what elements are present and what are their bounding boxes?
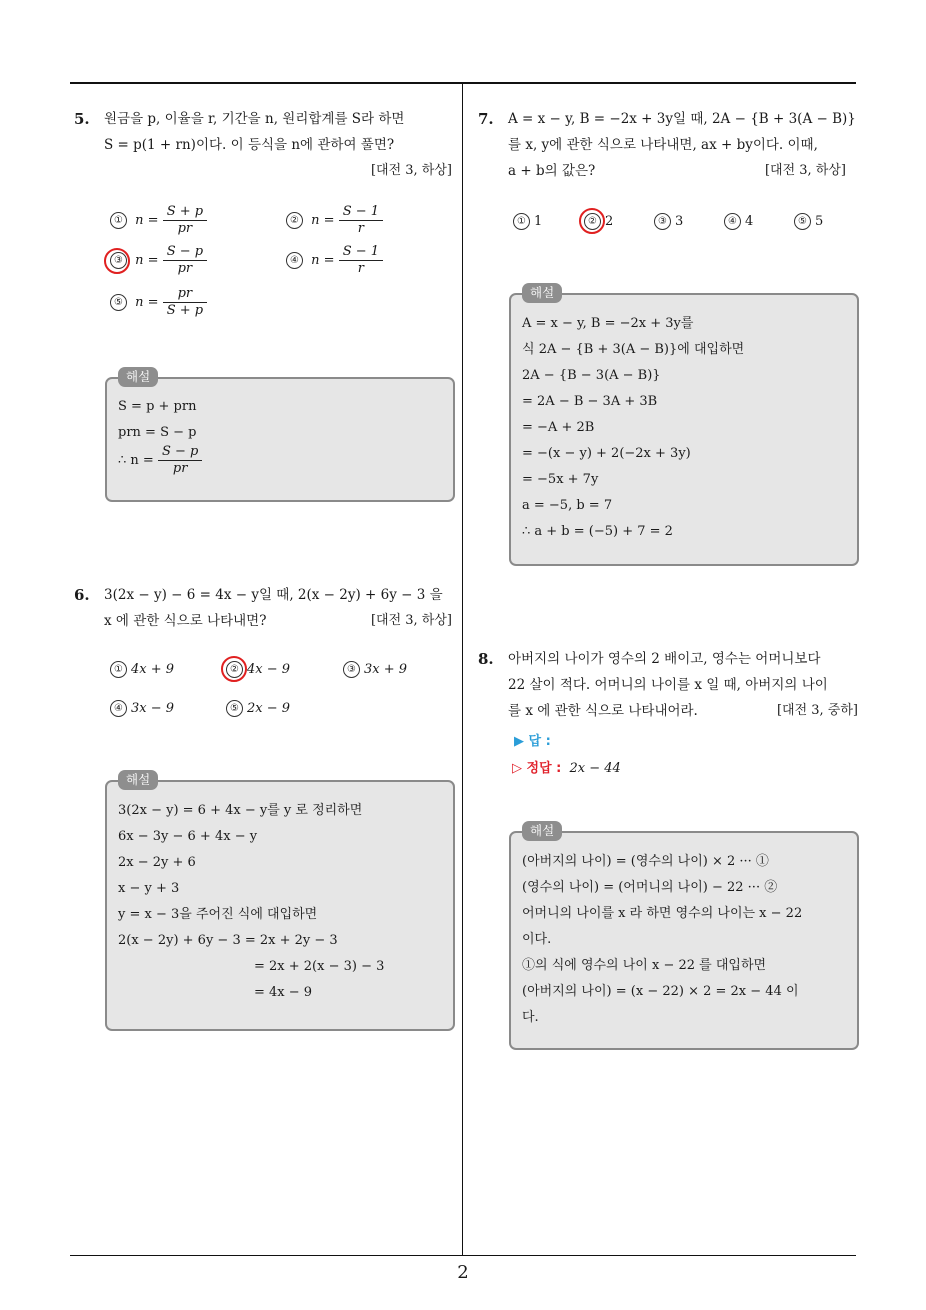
option-number-icon: ③ — [343, 661, 360, 678]
q5-text-line2: S = p(1 + rn)이다. 이 등식을 n에 관하여 풀면? — [104, 137, 395, 153]
q5-option-4[interactable] — [286, 244, 383, 277]
q8-sol-line: 이다. — [522, 932, 552, 947]
option-number-icon: ③ — [110, 252, 127, 269]
q6-solution-tag: 해설 — [118, 770, 158, 790]
q5-opt4-fraction: $\frac{S - 1}{r}$ — [339, 244, 383, 277]
q6-sol-line: = 2x + 2(x − 3) − 3 — [254, 959, 385, 974]
q6-sol-line: 6x − 3y − 6 + 4x − y — [118, 829, 258, 844]
q5-opt4-lhs: n = — [311, 253, 335, 268]
option-number-icon: ② — [286, 212, 303, 229]
option-number-icon: ④ — [724, 213, 741, 230]
q5-option-2[interactable] — [286, 204, 383, 237]
q5-opt5-lhs: n = — [135, 295, 159, 310]
correct-answer-label: ▷ 정답 : — [512, 761, 562, 776]
q6-sol-line: 2x − 2y + 6 — [118, 855, 196, 870]
q7-option-4[interactable]: ④ 4 — [724, 212, 753, 232]
q7-sol-line: 식 2A − {B + 3(A − B)}에 대입하면 — [522, 342, 745, 357]
q8-solution-tag: 해설 — [522, 821, 562, 841]
q8-sol-line: (아버지의 나이) = (x − 22) × 2 = 2x − 44 이 — [522, 984, 799, 999]
q7-sol-line: 2A − {B − 3(A − B)} — [522, 368, 661, 383]
q7-option-3[interactable]: ③ 3 — [654, 212, 683, 232]
q5-text-line1: 원금을 p, 이율을 r, 기간을 n, 원리합계를 S라 하면 — [104, 111, 405, 127]
q8-sol-line: ①의 식에 영수의 나이 x − 22 를 대입하면 — [522, 958, 767, 973]
q5-number: 5. — [74, 110, 90, 128]
q6-source: [대전 3, 하상] — [370, 613, 452, 628]
q5-opt3-lhs: n = — [135, 253, 159, 268]
q7-source: [대전 3, 하상] — [764, 163, 846, 178]
q6-option-3[interactable]: ③ 3x + 9 — [343, 660, 407, 680]
page-number: 2 — [457, 1262, 469, 1283]
q7-sol-line: a = −5, b = 7 — [522, 498, 613, 513]
q5-opt1-lhs: n = — [135, 213, 159, 228]
q8-sol-line: (영수의 나이) = (어머니의 나이) − 22 ··· ② — [522, 880, 778, 895]
q5-opt2-fraction: $\frac{S - 1}{r}$ — [339, 204, 383, 237]
option-number-icon: ② — [584, 213, 601, 230]
q8-text-line2: 22 살이 적다. 어머니의 나이를 x 일 때, 아버지의 나이 — [508, 677, 828, 693]
q5-source: [대전 3, 하상] — [370, 163, 452, 178]
q6-option-1[interactable]: ① 4x + 9 — [110, 660, 174, 680]
q5-solution-tag: 해설 — [118, 367, 158, 387]
q5-sol-line1: S = p + prn — [118, 399, 197, 414]
top-rule — [70, 82, 856, 84]
q8-number: 8. — [478, 650, 494, 668]
q7-sol-line: = −A + 2B — [522, 420, 595, 435]
option-number-icon: ④ — [286, 252, 303, 269]
q6-option-5[interactable]: ⑤ 2x − 9 — [226, 699, 290, 719]
q7-option-2[interactable]: ② 2 — [584, 212, 613, 232]
option-number-icon: ⑤ — [794, 213, 811, 230]
q8-source: [대전 3, 중하] — [776, 703, 858, 718]
q7-sol-line: A = x − y, B = −2x + 3y를 — [522, 316, 694, 331]
q5-opt2-lhs: n = — [311, 213, 335, 228]
q7-text-line3: a + b의 값은? — [508, 163, 596, 179]
column-divider — [462, 84, 463, 1256]
q5-opt5-fraction: $\frac{pr}{S + p}$ — [163, 286, 207, 319]
q7-sol-line: = 2A − B − 3A + 3B — [522, 394, 658, 409]
q5-sol-line3: ∴ n = $\frac{S - p}{pr}$ — [118, 444, 202, 477]
q8-sol-line: 어머니의 나이를 x 라 하면 영수의 나이는 x − 22 — [522, 906, 803, 921]
q5-sol-line2: prn = S − p — [118, 425, 197, 440]
q8-sol-line: 다. — [522, 1010, 539, 1025]
correct-answer-value: 2x − 44 — [569, 761, 621, 776]
q5-opt3-fraction: $\frac{S - p}{pr}$ — [163, 244, 207, 277]
q6-number: 6. — [74, 586, 90, 604]
q6-sol-line: 3(2x − y) = 6 + 4x − y를 y 로 정리하면 — [118, 803, 363, 818]
q7-sol-line: ∴ a + b = (−5) + 7 = 2 — [522, 524, 673, 539]
q8-sol-line: (아버지의 나이) = (영수의 나이) × 2 ··· ① — [522, 854, 769, 869]
q7-option-1[interactable]: ① 1 — [513, 212, 542, 232]
q5-sol-fraction: $\frac{S - p}{pr}$ — [158, 444, 202, 477]
q6-text-line1: 3(2x − y) − 6 = 4x − y일 때, 2(x − 2y) + 6y − 3 을 — [104, 587, 443, 603]
q7-text-line2: 를 x, y에 관한 식으로 나타내면, ax + by이다. 이때, — [508, 137, 818, 153]
option-number-icon: ③ — [654, 213, 671, 230]
q8-text-line1: 아버지의 나이가 영수의 2 배이고, 영수는 어머니보다 — [508, 651, 821, 667]
q6-option-4[interactable]: ④ 3x − 9 — [110, 699, 174, 719]
q6-sol-line: 2(x − 2y) + 6y − 3 = 2x + 2y − 3 — [118, 933, 338, 948]
q7-text-line1: A = x − y, B = −2x + 3y일 때, 2A − {B + 3(A − B)} — [508, 111, 856, 127]
option-number-icon: ① — [513, 213, 530, 230]
q7-answer-mark — [579, 208, 605, 234]
option-number-icon: ① — [110, 212, 127, 229]
q6-sol-line: y = x − 3을 주어진 식에 대입하면 — [118, 907, 318, 922]
q7-sol-line: = −5x + 7y — [522, 472, 599, 487]
answer-label: ▶ 답 : — [514, 734, 551, 749]
q7-sol-line: = −(x − y) + 2(−2x + 3y) — [522, 446, 691, 461]
q8-text-line3: 를 x 에 관한 식으로 나타내어라. — [508, 703, 698, 719]
q6-sol-line: = 4x − 9 — [254, 985, 313, 1000]
option-number-icon: ② — [226, 661, 243, 678]
option-number-icon: ⑤ — [110, 294, 127, 311]
q6-text-line2: x 에 관한 식으로 나타내면? — [104, 613, 267, 629]
option-number-icon: ④ — [110, 700, 127, 717]
option-number-icon: ① — [110, 661, 127, 678]
q5-opt1-fraction: $\frac{S + p}{pr}$ — [163, 204, 207, 237]
q7-number: 7. — [478, 110, 494, 128]
q6-sol-line: x − y + 3 — [118, 881, 180, 896]
q5-answer-mark — [104, 248, 130, 274]
q6-answer-mark — [221, 656, 247, 682]
q7-option-5[interactable]: ⑤ 5 — [794, 212, 823, 232]
option-number-icon: ⑤ — [226, 700, 243, 717]
bottom-rule — [70, 1255, 856, 1256]
correct-answer — [512, 757, 621, 776]
q6-option-2[interactable]: ② 4x − 9 — [226, 660, 290, 680]
q7-solution-tag: 해설 — [522, 283, 562, 303]
q5-option-5[interactable] — [110, 286, 207, 319]
q5-option-1[interactable] — [110, 204, 207, 237]
